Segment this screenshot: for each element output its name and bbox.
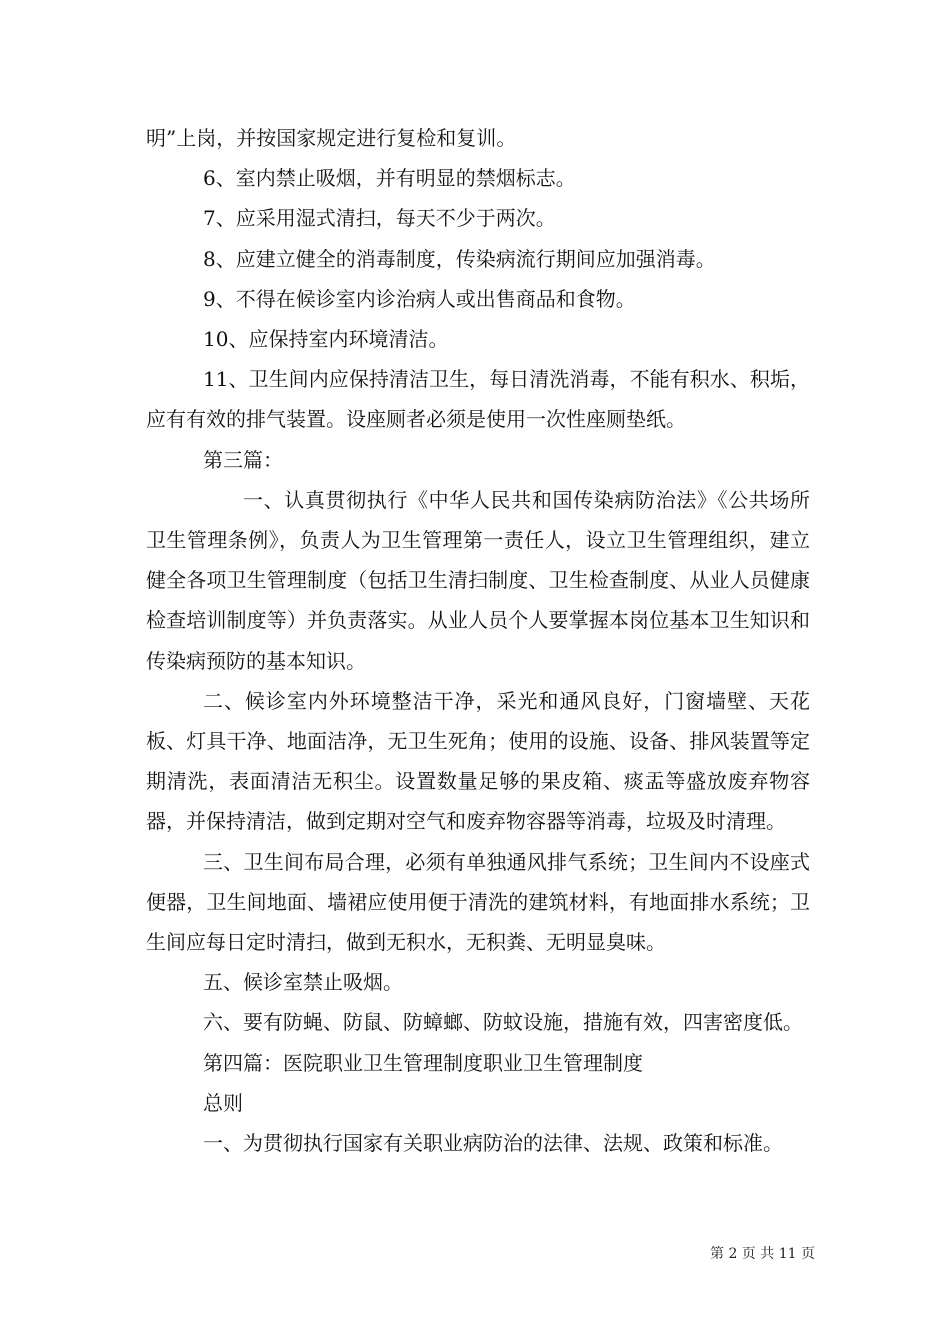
paragraph-part3-item-5: 五、候诊室禁止吸烟。 [203, 970, 403, 995]
paragraph-part3-item-1: 一、认真贯彻执行《中华人民共和国传染病防治法》《公共场所卫生管理条例》，负责人为卫生管理第一责任人，设立卫生管理组织，建立健全各项卫生管理制度（包括卫生清扫制度、卫生检查制度、从业人员健康检查培训制度等）并负责落实。从业人员个人要掌握本岗位基本卫生知识和传染病预防的基本知识。 [146, 487, 810, 673]
paragraph-continuation: 明”上岗，并按国家规定进行复检和复训。 [146, 126, 517, 150]
paragraph-part4-item-1: 一、为贯彻执行国家有关职业病防治的法律、法规、政策和标准。 [203, 1131, 783, 1156]
paragraph-item-6: 6、室内禁止吸烟，并有明显的禁烟标志。 [203, 166, 576, 191]
paragraph-item-10: 10、应保持室内环境清洁。 [203, 327, 449, 352]
paragraph-item-9: 9、不得在候诊室内诊治病人或出售商品和食物。 [203, 286, 636, 311]
paragraph-part3-item-2: 二、候诊室内外环境整洁干净，采光和通风良好，门窗墙壁、天花板、灯具干净、地面洁净，无卫生死角；使用的设施、设备、排风装置等定期清洗，表面清洁无积尘。设置数量足够的果皮箱、痰盂等盛放废弃物容器，并保持清洁，做到定期对空气和废弃物容器等消毒，垃圾及时清理。 [146, 688, 810, 834]
page-number-label: 第 2 页 共 11 页 [710, 1246, 815, 1262]
section-heading-part3: 第三篇： [203, 447, 283, 472]
paragraph-item-7: 7、应采用湿式清扫，每天不少于两次。 [203, 206, 556, 231]
paragraph-item-11: 11、卫生间内应保持清洁卫生，每日清洗消毒，不能有积水、积垢，应有有效的排气装置。设座厕者必须是使用一次性座厕垫纸。 [146, 367, 810, 432]
subheading-general: 总则 [203, 1090, 243, 1115]
document-body [146, 118, 810, 1163]
section-heading-part4: 第四篇：医院职业卫生管理制度职业卫生管理制度 [203, 1050, 643, 1075]
paragraph-part3-item-6: 六、要有防蝇、防鼠、防蟑螂、防蚊设施，措施有效，四害密度低。 [203, 1010, 803, 1035]
paragraph-item-8: 8、应建立健全的消毒制度，传染病流行期间应加强消毒。 [203, 246, 716, 271]
paragraph-part3-item-3: 三、卫生间布局合理，必须有单独通风排气系统；卫生间内不设座式便器，卫生间地面、墙裙应使用便于清洗的建筑材料，有地面排水系统；卫生间应每日定时清扫，做到无积水，无积粪、无明显臭味。 [146, 849, 810, 955]
